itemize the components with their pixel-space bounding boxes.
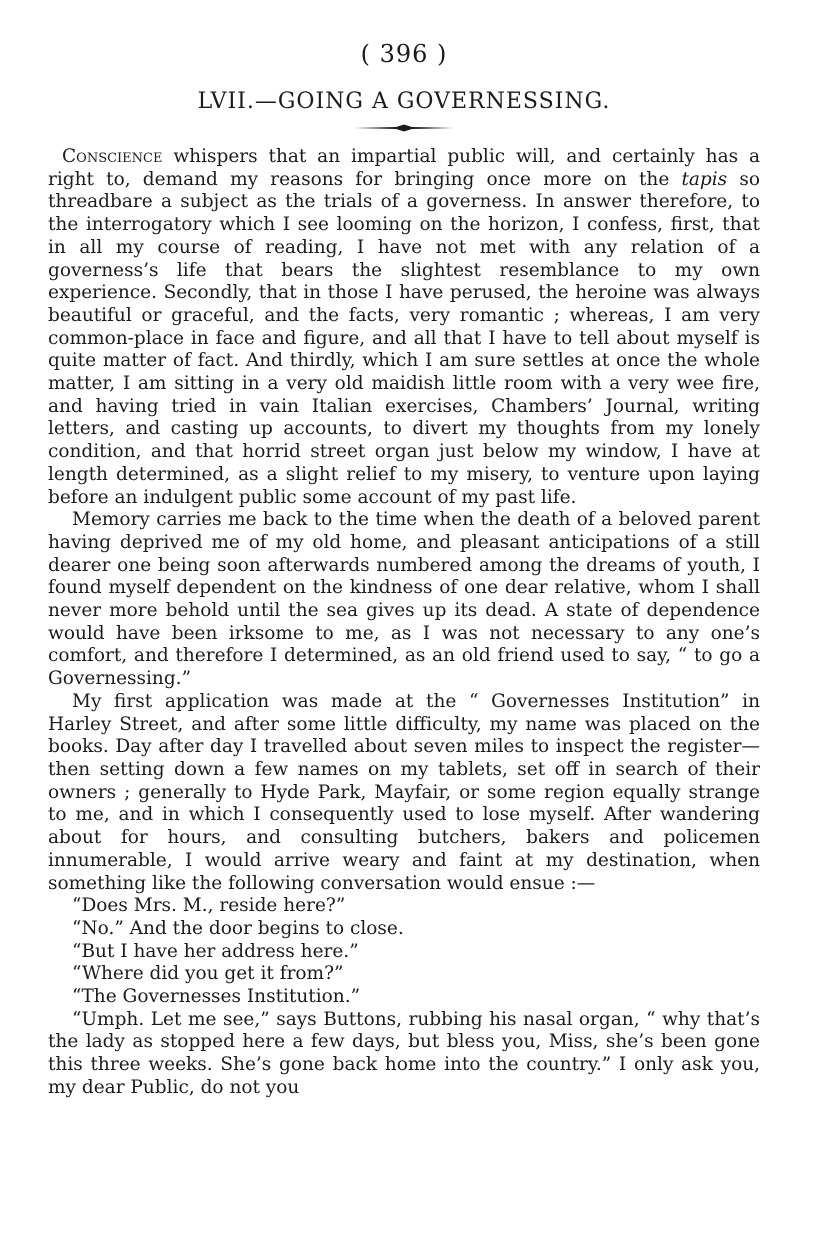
paragraph-1: [48, 146, 760, 509]
opening-word: Conscience: [62, 146, 163, 167]
paragraph-1-text-a: whispers that an impartial public will, and certainly has a right to, demand my reasons for bringing once more on the: [48, 146, 760, 190]
dialogue-line: “The Governesses Institution.”: [72, 986, 361, 1008]
page: [48, 38, 760, 1100]
chapter-title: LVII.—GOING A GOVERNESSING.: [197, 89, 611, 114]
paragraph-1-text-b: so threadbare a subject as the trials of a governess. In answer therefore, to the interrogatory which I see looming on the horizon, I confess, first, that in all my course of reading, I have not met with any relation of a governess’s life that bears the slightest resemblance to my own experience. Secondly, that in those I have perused, the heroine was always beautiful or graceful, and the facts, very romantic ; whereas, I am very common-place in face and figure, and all that I have to tell about myself is quite matter of fact. And thirdly, which I am sure settles at once the whole matter, I am sitting in a very old maidish little room with a very wee fire, and having tried in vain Italian exercises, Chambers’ Journal, writing letters, and casting up accounts, to divert my thoughts from my lonely condition, and that horrid street organ just below my window, I have at length determined, as a slight relief to my misery, to venture upon laying before an indulgent public some account of my past life.: [48, 168, 760, 508]
dialogue-line: “Where did you get it from?”: [72, 963, 344, 985]
page-number: ( 396 ): [360, 40, 448, 68]
paragraph-2: Memory carries me back to the time when the death of a beloved parent having deprived me of my old home, and pleasant anticipations of a still dearer one being soon afterwards numbered among the dreams of youth, I found myself dependent on the kindness of one dear relative, whom I shall never more behold until the sea gives up its dead. A state of dependence would have been irksome to me, as I was not necessary to any one’s comfort, and therefore I determined, as an old friend used to say, “ to go a Governessing.”: [48, 509, 760, 690]
paragraph-4: “Umph. Let me see,” says Buttons, rubbing his nasal organ, “ why that’s the lady as stopped here a few days, but bless you, Miss, she’s been gone this three weeks. She’s gone back home into the country.” I only ask you, my dear Public, do not you: [48, 1008, 760, 1098]
article-body: [48, 146, 760, 1100]
dialogue-line: “But I have her address here.”: [72, 940, 359, 962]
paragraph-3: My first application was made at the “ Governesses Institution” in Harley Street, and after some little difficulty, my name was placed on the books. Day after day I travelled about seven miles to inspect the register—then setting down a few names on my tablets, set off in search of their owners ; generally to Hyde Park, Mayfair, or some region equally strange to me, and in which I consequently used to lose myself. After wandering about for hours, and consulting butchers, bakers and policemen innumerable, I would arrive weary and faint at my destination, when something like the following conversation would ensue :—: [48, 690, 760, 894]
dialogue-line: “No.” And the door begins to close.: [72, 917, 404, 939]
italic-word: tapis: [681, 168, 728, 190]
dialogue-line: “Does Mrs. M., reside here?”: [72, 895, 346, 917]
decorative-rule: [354, 124, 454, 132]
